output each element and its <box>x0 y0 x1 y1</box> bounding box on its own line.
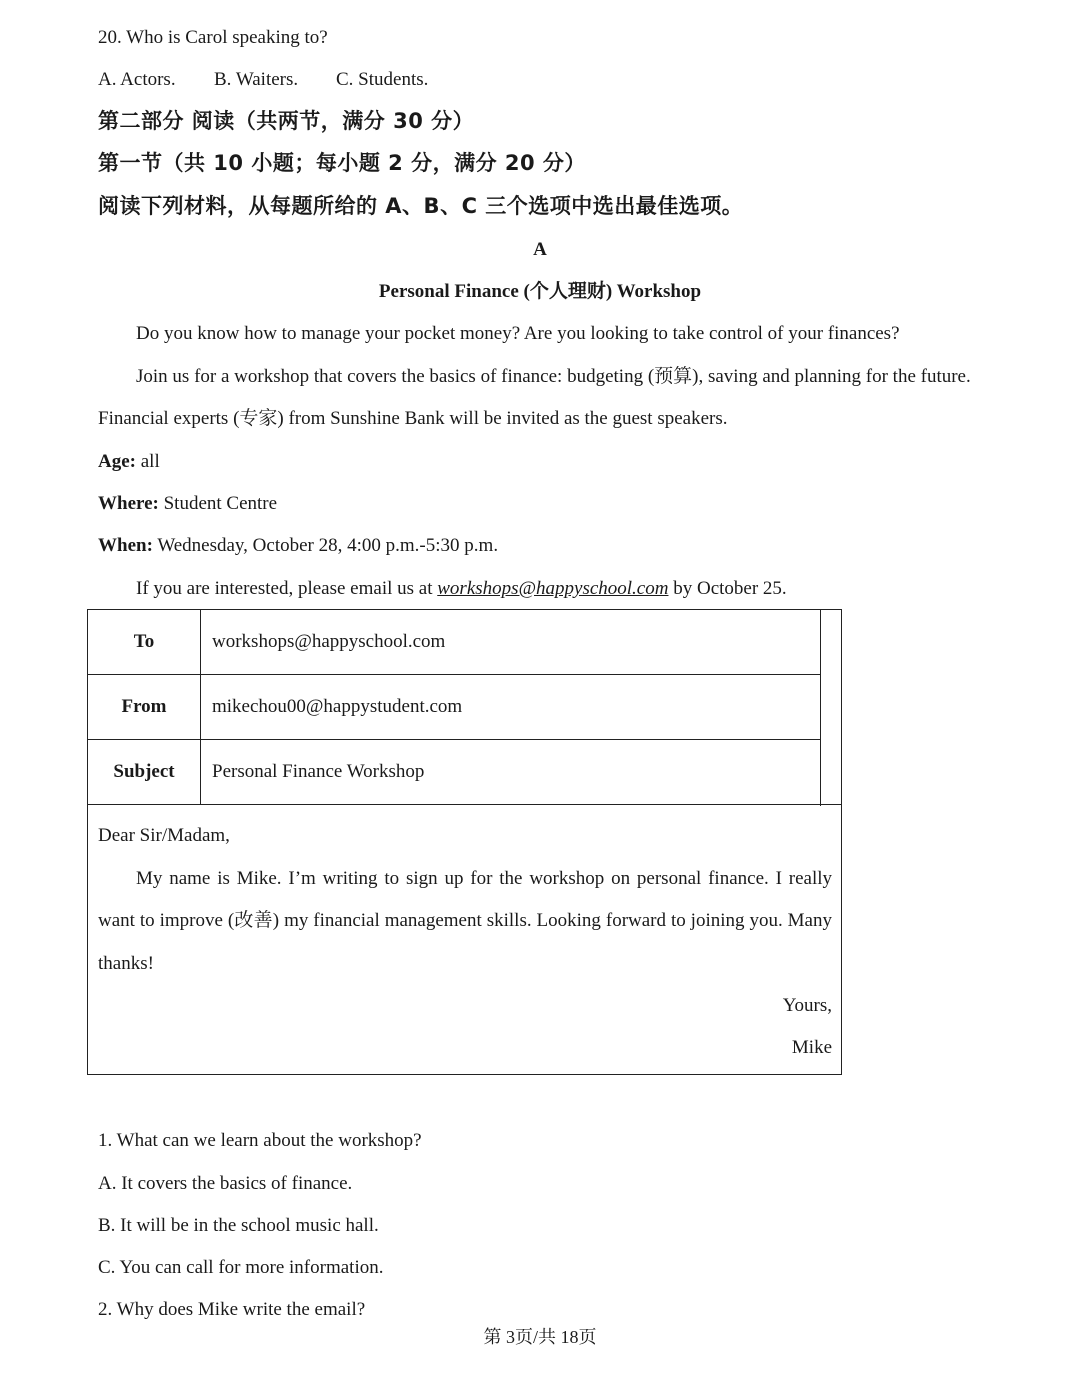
email-subject-value: Personal Finance Workshop <box>212 761 425 782</box>
contact-line <box>136 577 787 601</box>
where-value: Student Centre <box>158 493 278 514</box>
email-box <box>87 609 842 1075</box>
contact-suffix: by October 25. <box>668 578 787 599</box>
question-1-option-c: C. You can call for more information. <box>98 1257 384 1278</box>
age-label: Age: <box>98 451 136 472</box>
question-20-options <box>98 68 428 92</box>
header-right-rule <box>820 610 821 806</box>
email-from-label: From <box>88 675 201 739</box>
email-body-line-1: My name is Mike. I’m writing to sign up for the workshop on personal finance. I really <box>136 868 832 889</box>
contact-email-link[interactable]: workshops@happyschool.com <box>437 578 669 599</box>
passage-letter: A <box>533 239 547 260</box>
info-age <box>98 450 160 474</box>
email-signature: Mike <box>791 1037 832 1058</box>
part-two-title: 第二部分 阅读（共两节，满分 30 分） <box>98 109 475 133</box>
email-body-line-2: want to improve (改善) my financial management skills. Looking forward to joining you. Many <box>98 910 832 931</box>
email-subject-label: Subject <box>88 740 201 804</box>
passage-title: Personal Finance (个人理财) Workshop <box>378 281 702 302</box>
info-when <box>98 534 498 558</box>
email-to-value: workshops@happyschool.com <box>212 631 446 652</box>
contact-prefix: If you are interested, please email us at <box>136 578 438 599</box>
email-greeting: Dear Sir/Madam, <box>98 825 230 846</box>
when-label: When: <box>98 535 153 556</box>
page-number: 第 3页/共 18页 <box>483 1327 597 1347</box>
when-value: Wednesday, October 28, 4:00 p.m.-5:30 p.m. <box>152 535 499 556</box>
email-closing: Yours, <box>782 995 832 1016</box>
email-to-label: To <box>88 610 201 674</box>
question-20: 20. Who is Carol speaking to? <box>98 27 328 48</box>
passage-paragraph-2-line-1: Join us for a workshop that covers the basics of finance: budgeting (预算), saving and planning for the future. <box>136 366 971 387</box>
question-1: 1. What can we learn about the workshop? <box>98 1130 422 1151</box>
question-1-option-b: B. It will be in the school music hall. <box>98 1215 379 1236</box>
email-to-row <box>88 610 821 675</box>
email-subject-row <box>88 740 841 805</box>
reading-instruction: 阅读下列材料，从每题所给的 A、B、C 三个选项中选出最佳选项。 <box>98 194 744 218</box>
where-label: Where: <box>98 493 159 514</box>
option-c: C. Students. <box>336 69 429 90</box>
section-one-title: 第一节（共 10 小题；每小题 2 分，满分 20 分） <box>98 151 586 175</box>
email-body-line-3: thanks! <box>98 953 154 974</box>
passage-paragraph-1: Do you know how to manage your pocket money? Are you looking to take control of your finances? <box>136 323 900 344</box>
question-1-option-a: A. It covers the basics of finance. <box>98 1173 353 1194</box>
passage-paragraph-2-line-2: Financial experts (专家) from Sunshine Bank will be invited as the guest speakers. <box>98 408 728 429</box>
email-from-row <box>88 675 821 740</box>
option-b: B. Waiters. <box>214 69 299 90</box>
info-where <box>98 492 277 516</box>
age-value: all <box>135 451 160 472</box>
question-2: 2. Why does Mike write the email? <box>98 1299 366 1320</box>
email-from-value: mikechou00@happystudent.com <box>212 696 463 717</box>
option-a: A. Actors. <box>98 69 176 90</box>
